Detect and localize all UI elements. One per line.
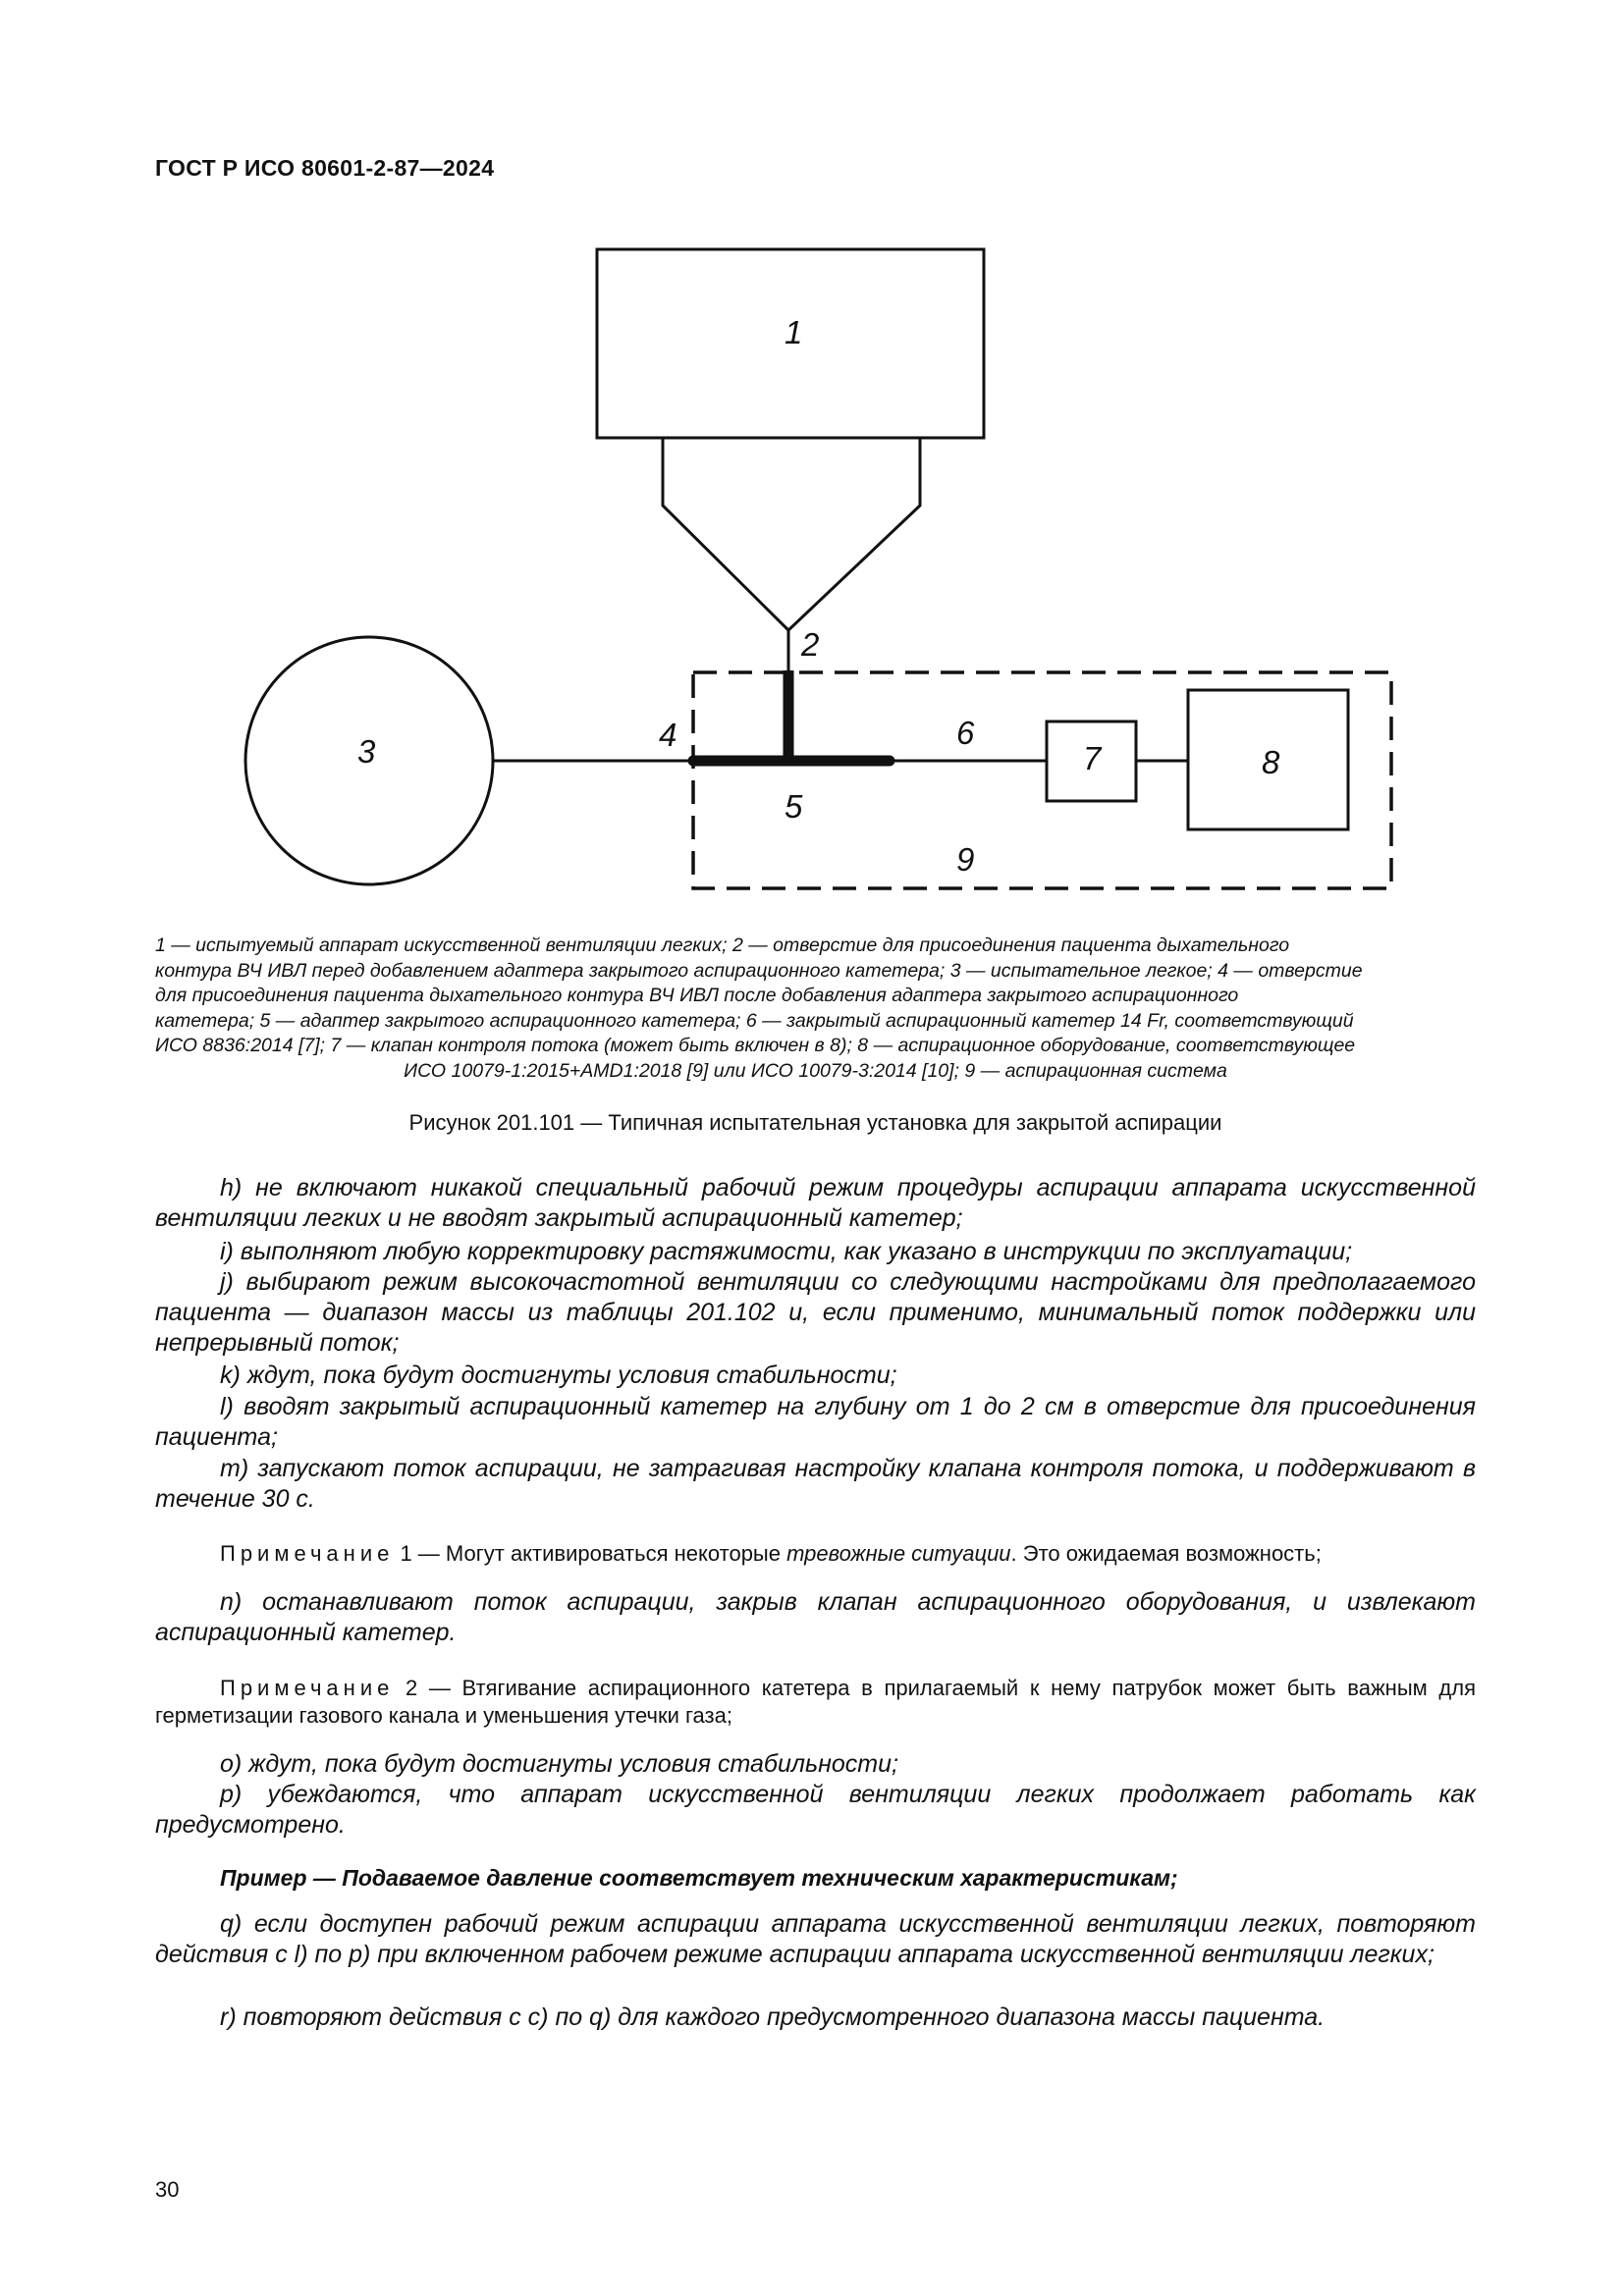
- figure-caption: Рисунок 201.101 — Типичная испытательная установка для закрытой аспирации: [408, 1110, 1222, 1135]
- suction-system-boundary: [693, 672, 1391, 888]
- label-3: 3: [357, 733, 376, 770]
- step-q: q) если доступен рабочий режим аспирации аппарата искусственной вентиляции легких, повторяют действия с l) по p) при включенном рабочем режиме аспирации аппарата искусственной вентиляции легких;: [155, 1910, 1476, 1968]
- example: Пример — Подаваемое давление соответствует техническим характеристикам;: [220, 1865, 1178, 1891]
- legend-line: катетера; 5 — адаптер закрытого аспирационного катетера; 6 — закрытый аспирационный катетер 14 Fr, соответствующий: [155, 1009, 1354, 1032]
- note-1: Примечание 1 — Могут активироваться некоторые тревожные ситуации. Это ожидаемая возможность;: [220, 1541, 1322, 1566]
- page-number: 30: [155, 2177, 180, 2202]
- step-k: k) ждут, пока будут достигнуты условия стабильности;: [220, 1362, 897, 1389]
- step-o: o) ждут, пока будут достигнуты условия стабильности;: [220, 1750, 898, 1778]
- ventilator-funnel: [663, 438, 920, 630]
- test-setup-diagram: [0, 0, 1624, 923]
- step-i: i) выполняют любую корректировку растяжимости, как указано в инструкции по эксплуатации;: [220, 1238, 1353, 1265]
- note-1-label: Примечание: [220, 1541, 395, 1566]
- label-4: 4: [659, 717, 677, 753]
- legend-line: контура ВЧ ИВЛ перед добавлением адаптера закрытого аспирационного катетера; 3 — испытательное легкое; 4 — отверстие: [155, 959, 1363, 982]
- step-l: l) вводят закрытый аспирационный катетер на глубину от 1 до 2 см в отверстие для присоединения пациента;: [155, 1393, 1476, 1451]
- label-9: 9: [956, 841, 975, 878]
- legend-line: ИСО 8836:2014 [7]; 7 — клапан контроля потока (может быть включен в 8); 8 — аспирационное оборудование, соответствующее: [155, 1035, 1356, 1056]
- step-p: p) убеждаются, что аппарат искусственной вентиляции легких продолжает работать как предусмотрено.: [155, 1781, 1476, 1839]
- legend-line: ИСО 10079-1:2015+AMD1:2018 [9] или ИСО 10079-3:2014 [10]; 9 — аспирационная система: [404, 1059, 1227, 1082]
- figure-legend: [155, 934, 1476, 1084]
- legend-line: для присоединения пациента дыхательного контура ВЧ ИВЛ после добавления адаптера закрытого аспирационного: [155, 985, 1239, 1006]
- label-2: 2: [801, 626, 820, 663]
- step-m: m) запускают поток аспирации, не затрагивая настройку клапана контроля потока, и поддерживают в течение 30 с.: [155, 1455, 1476, 1513]
- label-6: 6: [956, 715, 975, 751]
- step-h: h) не включают никакой специальный рабочий режим процедуры аспирации аппарата искусственной вентиляции легких и не вводят закрытый аспирационный катетер;: [155, 1174, 1476, 1232]
- note-2: Примечание 2 — Втягивание аспирационного катетера в прилагаемый к нему патрубок может быть важным для герметизации газового канала и уменьшения утечки газа;: [155, 1676, 1476, 1728]
- document-header: ГОСТ Р ИСО 80601-2-87—2024: [155, 155, 495, 181]
- label-8: 8: [1262, 744, 1280, 780]
- legend-line: 1 — испытуемый аппарат искусственной вентиляции легких; 2 — отверстие для присоединения пациента дыхательного: [155, 934, 1290, 956]
- step-n: n) останавливают поток аспирации, закрыв клапан аспирационного оборудования, и извлекают аспирационный катетер.: [155, 1588, 1476, 1646]
- step-j: j) выбирают режим высокочастотной вентиляции со следующими настройками для предполагаемого пациента — диапазон массы из таблицы 201.102 и, если применимо, минимальный поток поддержки или непрерывный поток;: [155, 1268, 1476, 1357]
- label-5: 5: [785, 788, 803, 825]
- note-2-label: Примечание: [220, 1676, 395, 1700]
- step-r: r) повторяют действия с c) по q) для каждого предусмотренного диапазона массы пациента.: [220, 2003, 1326, 2031]
- label-1: 1: [785, 314, 803, 350]
- label-7: 7: [1083, 740, 1102, 776]
